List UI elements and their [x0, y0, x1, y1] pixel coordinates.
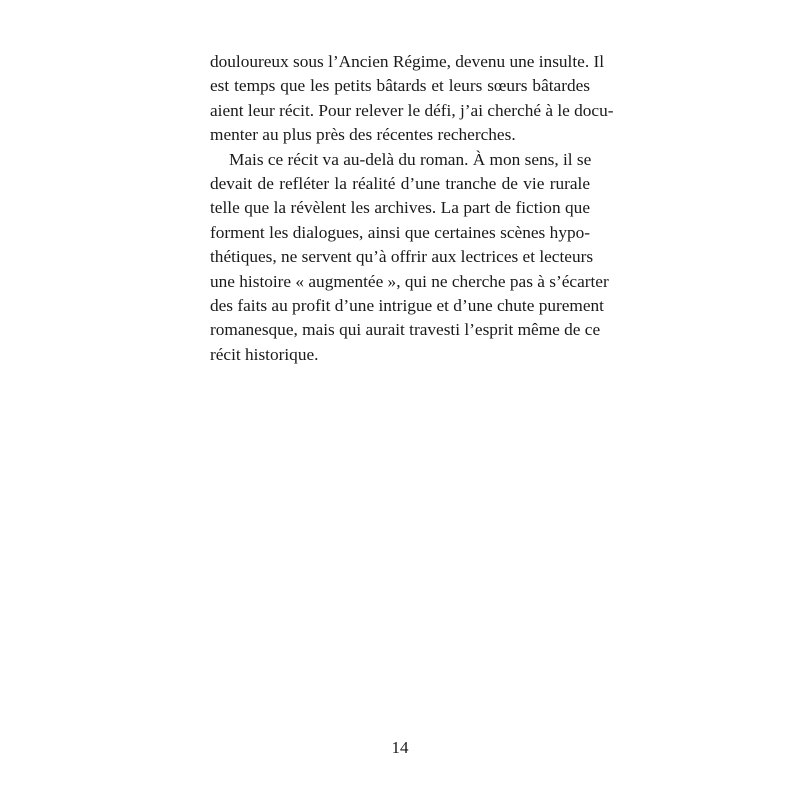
text-line: Mais ce récit va au-delà du roman. À mon sens, il se: [229, 149, 592, 169]
text-line: forment les dialogues, ainsi que certaines scènes hypo-: [210, 222, 590, 242]
text-line: thétiques, ne servent qu’à offrir aux lectrices et lecteurs: [210, 247, 594, 267]
paragraph: [210, 148, 609, 368]
text-line: telle que la révèlent les archives. La part de fiction que: [210, 198, 590, 218]
text-line: récit historique.: [210, 344, 319, 364]
text-line: devait de refléter la réalité d’une tranche de vie rurale: [210, 174, 590, 194]
page-number: 14: [391, 738, 409, 757]
body-text: [210, 50, 614, 367]
text-line: romanesque, mais qui aurait travesti l’esprit même de ce: [210, 320, 601, 340]
text-line: des faits au profit d’une intrigue et d’une chute purement: [210, 296, 604, 316]
text-line: est temps que les petits bâtards et leurs sœurs bâtardes: [210, 76, 590, 96]
text-line: aient leur récit. Pour relever le défi, j’ai cherché à le docu-: [210, 100, 614, 120]
text-line: menter au plus près des récentes recherches.: [210, 125, 516, 145]
text-line: douloureux sous l’Ancien Régime, devenu une insulte. Il: [210, 52, 605, 71]
text-line: une histoire « augmentée », qui ne cherche pas à s’écarter: [210, 271, 609, 291]
paragraph: [210, 50, 614, 148]
